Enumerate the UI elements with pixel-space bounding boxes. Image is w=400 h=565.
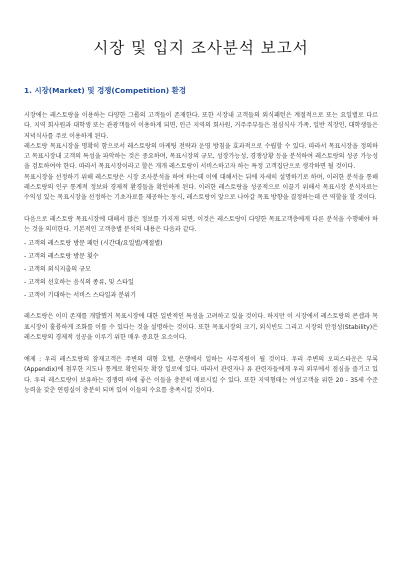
list-item: - 고객의 레스토랑 방문 횟수 bbox=[24, 253, 99, 261]
section-heading: 1. 시장(Market) 및 경쟁(Competition) 환경 bbox=[24, 86, 186, 95]
paragraph-market-analysis: 목표시장을 선정하기 위해 레스토랑은 시장 조사분석을 하여 하는데 이에 대해서는 뒤에 자세히 설명하기로 하며, 이러한 분석을 통해 레스토랑의 인구 통계적 정보와 경제적 환경들을 확인하게 된다. 이러한 레스토랑을 성공적으로 이끌기 위해서 목표시장 분석자료는 수익성 있는 목표시장을 선정하는 기초자료를 제공하는 동시, 레스토랑이 앞으로 나아갈 목표 방향을 결정하는데 큰 역할을 할 것이다. bbox=[24, 173, 378, 202]
paragraph-example: 예제 : 우리 레스토랑의 잠재고객은 주변의 대형 호텔, 은행에서 일하는 사무직원이 될 것이다. 우리 주변의 오피스타운은 부록(Appendix)에 첨부한 지도나 통계로 확인되듯 확장 일로에 있다. 따라서 관련자나 유 관련자들에게 우리 외부에서 점심을 즐기고 있다. 우리 레스토랑이 보유하는 경쟁력 하에 좋은 이들을 충분히 매료시킬 수 있다. 또한 지역형태는 여성고객을 위한 20 - 35세 수준 능력을 갖춘 연령실이 충분히 되며 있어 이들의 수요를 충족시킬 것이다. bbox=[24, 356, 378, 395]
paragraph-market-fit: 레스토랑은 이미 존재를 개발했거 목표시장에 대한 일반적인 특성을 고려하고 있을 것이다. 하지만 이 시장에서 레스토랑의 콘셉과 목표시장이 훌륭하게 조화를 이룰 수 있다는 것을 설명하는 것이다. 또한 목표시장의 크기, 외식빈도 그리고 시장의 안정성(Stability)은 레스토랑의 경제적 성공을 이루기 위한 매우 중요한 요소이다. bbox=[24, 313, 378, 341]
paragraph-customer-analysis-intro: 다음으로 레스토랑 목표시장에 대해서 많은 정보를 가지게 되면, 이것은 레스토랑이 다양한 목표고객층에게 다른 분석을 수행해야 하는 것을 의미한다. 기본적인 고객층별 분석의 내용은 다음과 같다. bbox=[24, 215, 378, 233]
list-item: - 고객의 외식지출의 규모 bbox=[24, 266, 91, 274]
list-item: - 고객이 기대하는 서비스 스타일과 분위기 bbox=[24, 292, 136, 300]
list-item: - 고객의 선호하는 음식의 종류, 및 스타일 bbox=[24, 279, 134, 287]
customer-analysis-list bbox=[24, 237, 378, 302]
report-title: 시장 및 입지 조사분석 보고서 bbox=[93, 39, 309, 57]
list-item: - 고객의 레스토랑 방문 패턴 (시간대/요일별/계절별) bbox=[24, 240, 163, 248]
paragraph-target-market: 레스토랑 목표시장을 명확히 함으로서 레스토랑의 마케팅 전략과 운영 방침을 효과적으로 수립할 수 있다. 따라서 목표시장을 정의하고 목표시장내 고객의 특성을 파악하는 것은 중요하며, 목표시장의 규모, 성장가능성, 경쟁상황 등을 분석하여 레스토랑의 성공 가능성을 검토하여야 한다. 따라서 목표시장이라고 할은 개개 레스토랑이 서비스하고자 하는 특정 고객집단으로 생각하면 될 것이다. bbox=[24, 142, 378, 171]
paragraph-market-customers: 시장에는 레스토랑을 이용하는 다양한 그룹의 고객들이 존재한다. 또한 시장내 고객들의 외식패턴은 계절적으로 또는 요일별로 다르다. 지역 회사원과 대학생 또는 관광객들이 이용하게 되면, 인근 지역의 회사원, 거주주부들은 점심식사 가족, 일반 직장인, 대학생들은 저녁식사를 주로 이용하게 된다. bbox=[24, 112, 378, 140]
